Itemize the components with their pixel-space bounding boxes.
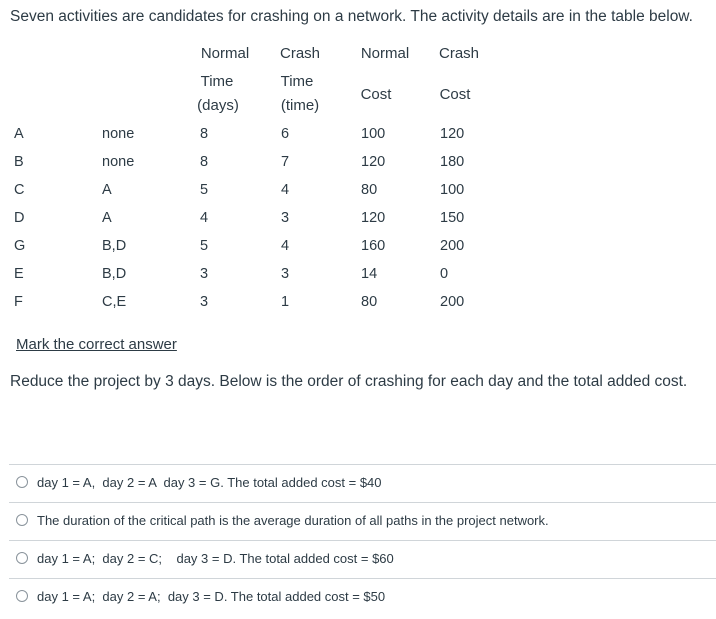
normal-cost-cell: 120: [361, 210, 386, 226]
header-crash-cost-line2: Cost: [439, 86, 471, 103]
answer-option-4[interactable]: [16, 578, 706, 614]
crash-cost-cell: 100: [440, 182, 465, 198]
crash-cost-cell: 200: [440, 294, 465, 310]
crash-time-cell: 4: [280, 182, 290, 198]
header-crash-cost-line1: Crash: [438, 45, 480, 62]
answer-option-1[interactable]: [16, 464, 706, 500]
normal-cost-cell: 80: [361, 182, 378, 198]
answer-option-2[interactable]: [16, 502, 706, 538]
predecessor-cell: C,E: [102, 294, 127, 310]
activity-cell: B: [14, 154, 24, 170]
normal-cost-cell: 100: [361, 126, 386, 142]
predecessor-cell: B,D: [102, 266, 127, 282]
predecessor-cell: none: [102, 154, 135, 170]
crash-time-cell: 7: [280, 154, 290, 170]
normal-cost-cell: 80: [361, 294, 378, 310]
header-crash-time-line2: Time: [280, 73, 314, 90]
normal-time-cell: 8: [199, 154, 209, 170]
header-normal-time-line3: (days): [197, 97, 239, 114]
crash-cost-cell: 150: [440, 210, 465, 226]
normal-time-cell: 3: [199, 294, 209, 310]
answer-option-text: day 1 = A; day 2 = A; day 3 = D. The total added cost = $50: [37, 588, 386, 604]
radio-button-icon[interactable]: [16, 552, 28, 564]
radio-button-icon[interactable]: [16, 590, 28, 602]
normal-time-cell: 5: [199, 238, 209, 254]
question-text: Reduce the project by 3 days. Below is the order of crashing for each day and the total added cost.: [10, 373, 688, 390]
predecessor-cell: none: [102, 126, 135, 142]
crash-cost-cell: 180: [440, 154, 465, 170]
crash-time-cell: 4: [280, 238, 290, 254]
predecessor-cell: B,D: [102, 238, 127, 254]
crash-time-cell: 6: [280, 126, 290, 142]
answer-option-text: day 1 = A, day 2 = A day 3 = G. The total added cost = $40: [37, 474, 382, 490]
answer-option-3[interactable]: [16, 540, 706, 576]
header-normal-cost-line2: Cost: [360, 86, 392, 103]
header-normal-time-line1: Normal: [200, 45, 250, 62]
predecessor-cell: A: [102, 182, 112, 198]
mark-correct-answer-label: Mark the correct answer: [16, 336, 177, 353]
header-normal-time-line2: Time: [200, 73, 234, 90]
crash-time-cell: 1: [280, 294, 290, 310]
activity-cell: G: [14, 238, 26, 254]
header-crash-time-line3: (time): [280, 97, 320, 114]
answer-option-text: day 1 = A; day 2 = C; day 3 = D. The total added cost = $60: [37, 550, 394, 566]
activity-cell: A: [14, 126, 24, 142]
crash-cost-cell: 0: [440, 266, 449, 282]
normal-time-cell: 3: [199, 266, 209, 282]
normal-time-cell: 5: [199, 182, 209, 198]
answer-option-text: The duration of the critical path is the average duration of all paths in the project network.: [37, 512, 549, 528]
normal-cost-cell: 160: [361, 238, 386, 254]
crash-cost-cell: 120: [440, 126, 465, 142]
normal-time-cell: 8: [199, 126, 209, 142]
crash-cost-cell: 200: [440, 238, 465, 254]
activity-cell: C: [14, 182, 25, 198]
radio-button-icon[interactable]: [16, 514, 28, 526]
normal-cost-cell: 120: [361, 154, 386, 170]
crash-time-cell: 3: [280, 266, 290, 282]
header-normal-cost-line1: Normal: [360, 45, 410, 62]
activity-cell: E: [14, 266, 24, 282]
normal-time-cell: 4: [199, 210, 209, 226]
predecessor-cell: A: [102, 210, 112, 226]
activity-cell: D: [14, 210, 25, 226]
activity-cell: F: [14, 294, 23, 310]
question-intro: Seven activities are candidates for crashing on a network. The activity details are in the table below.: [10, 8, 693, 25]
crash-time-cell: 3: [280, 210, 290, 226]
header-crash-time-line1: Crash: [279, 45, 321, 62]
radio-button-icon[interactable]: [16, 476, 28, 488]
normal-cost-cell: 14: [361, 266, 378, 282]
